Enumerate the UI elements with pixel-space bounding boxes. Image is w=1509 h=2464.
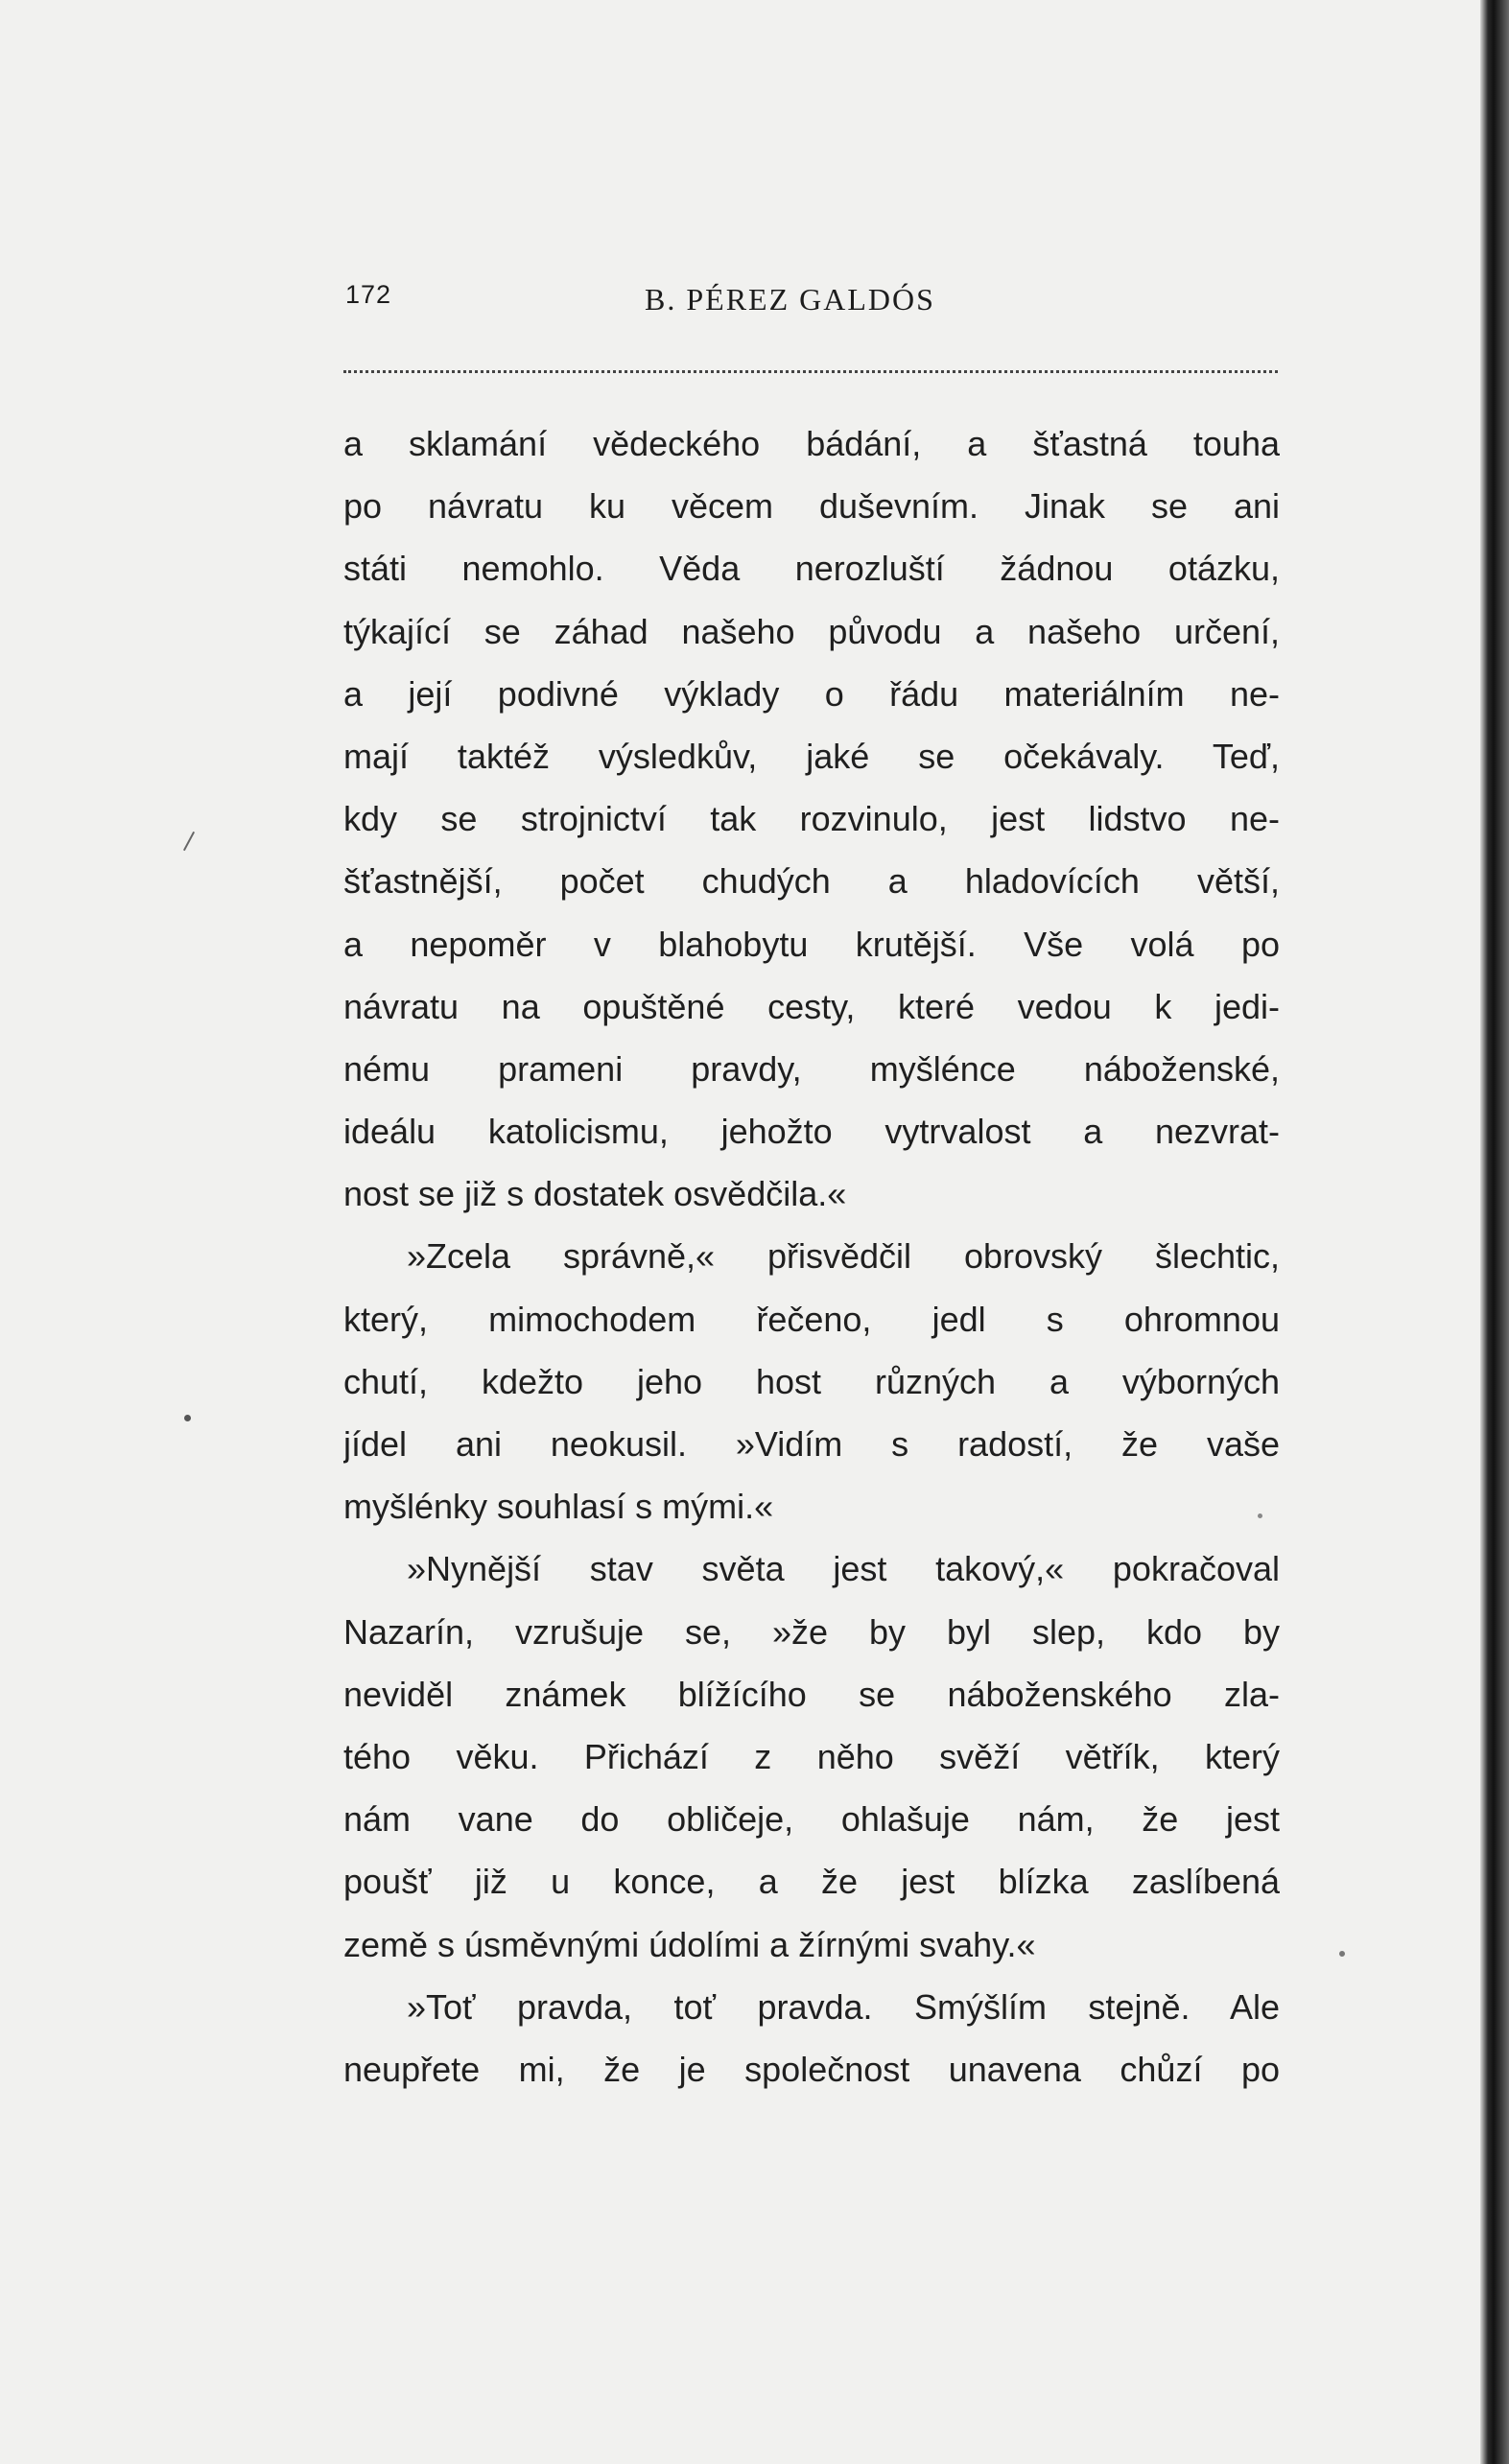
text-line: neviděl známek blížícího se náboženského zla- [343,1674,1280,1714]
running-title: B. PÉREZ GALDÓS [645,282,935,317]
text-line: jídel ani neokusil. »Vidím s radostí, že vaše [343,1424,1280,1464]
text-line: ideálu katolicismu, jehožto vytrvalost a nezvrat- [343,1112,1280,1152]
text-line: a její podivné výklady o řádu materiálním ne- [343,673,1280,714]
page-edge-shadow [1480,0,1509,2464]
dust-speck [1339,1951,1345,1957]
text-line: země s úsměvnými údolími a žírnými svahy.« [343,1924,1036,1964]
text-line: státi nemohlo. Věda nerozluští žádnou otázku, [343,549,1280,589]
text-line: neupřete mi, že je společnost unavena chůzí po [343,2049,1280,2089]
text-line: mají taktéž výsledkův, jaké se očekávaly. Teď, [343,736,1280,776]
text-line: nost se již s dostatek osvědčila.« [343,1174,847,1214]
stray-pencil-mark [183,832,195,851]
text-line: po návratu ku věcem duševním. Jinak se ani [343,486,1280,527]
text-line: kdy se strojnictví tak rozvinulo, jest lidstvo ne- [343,799,1280,839]
text-line: Nazarín, vzrušuje se, »že by byl slep, kdo by [343,1611,1280,1652]
text-line: týkající se záhad našeho původu a našeho určení, [343,611,1280,651]
text-line: nám vane do obličeje, ohlašuje nám, že jest [343,1799,1280,1840]
text-line: a nepoměr v blahobytu krutější. Vše volá po [343,924,1280,964]
text-line: a sklamání vědeckého bádání, a šťastná touha [343,424,1280,463]
text-line: myšlénky souhlasí s mými.« [343,1487,774,1527]
body-text [343,412,1280,2100]
dust-speck [184,1415,191,1421]
text-line: »Toť pravda, toť pravda. Smýšlím stejně. Ale [407,1986,1280,2027]
text-line: tého věku. Přichází z něho svěží větřík, který [343,1736,1280,1776]
text-line: šťastnější, počet chudých a hladovících větší, [343,861,1280,902]
header-dotted-rule [343,370,1278,373]
text-line: nému prameni pravdy, myšlénce náboženské, [343,1048,1280,1089]
text-line: poušť již u konce, a že jest blízka zaslíbená [343,1862,1280,1902]
text-line: »Zcela správně,« přisvědčil obrovský šlechtic, [407,1236,1280,1277]
text-line: který, mimochodem řečeno, jedl s ohromnou [343,1299,1280,1339]
running-head [345,280,1278,322]
text-line: návratu na opuštěné cesty, které vedou k jedi- [343,986,1280,1026]
text-line: chutí, kdežto jeho host různých a výborných [343,1361,1280,1401]
text-line: »Nynější stav světa jest takový,« pokračoval [407,1549,1280,1589]
page-number: 172 [345,280,392,309]
